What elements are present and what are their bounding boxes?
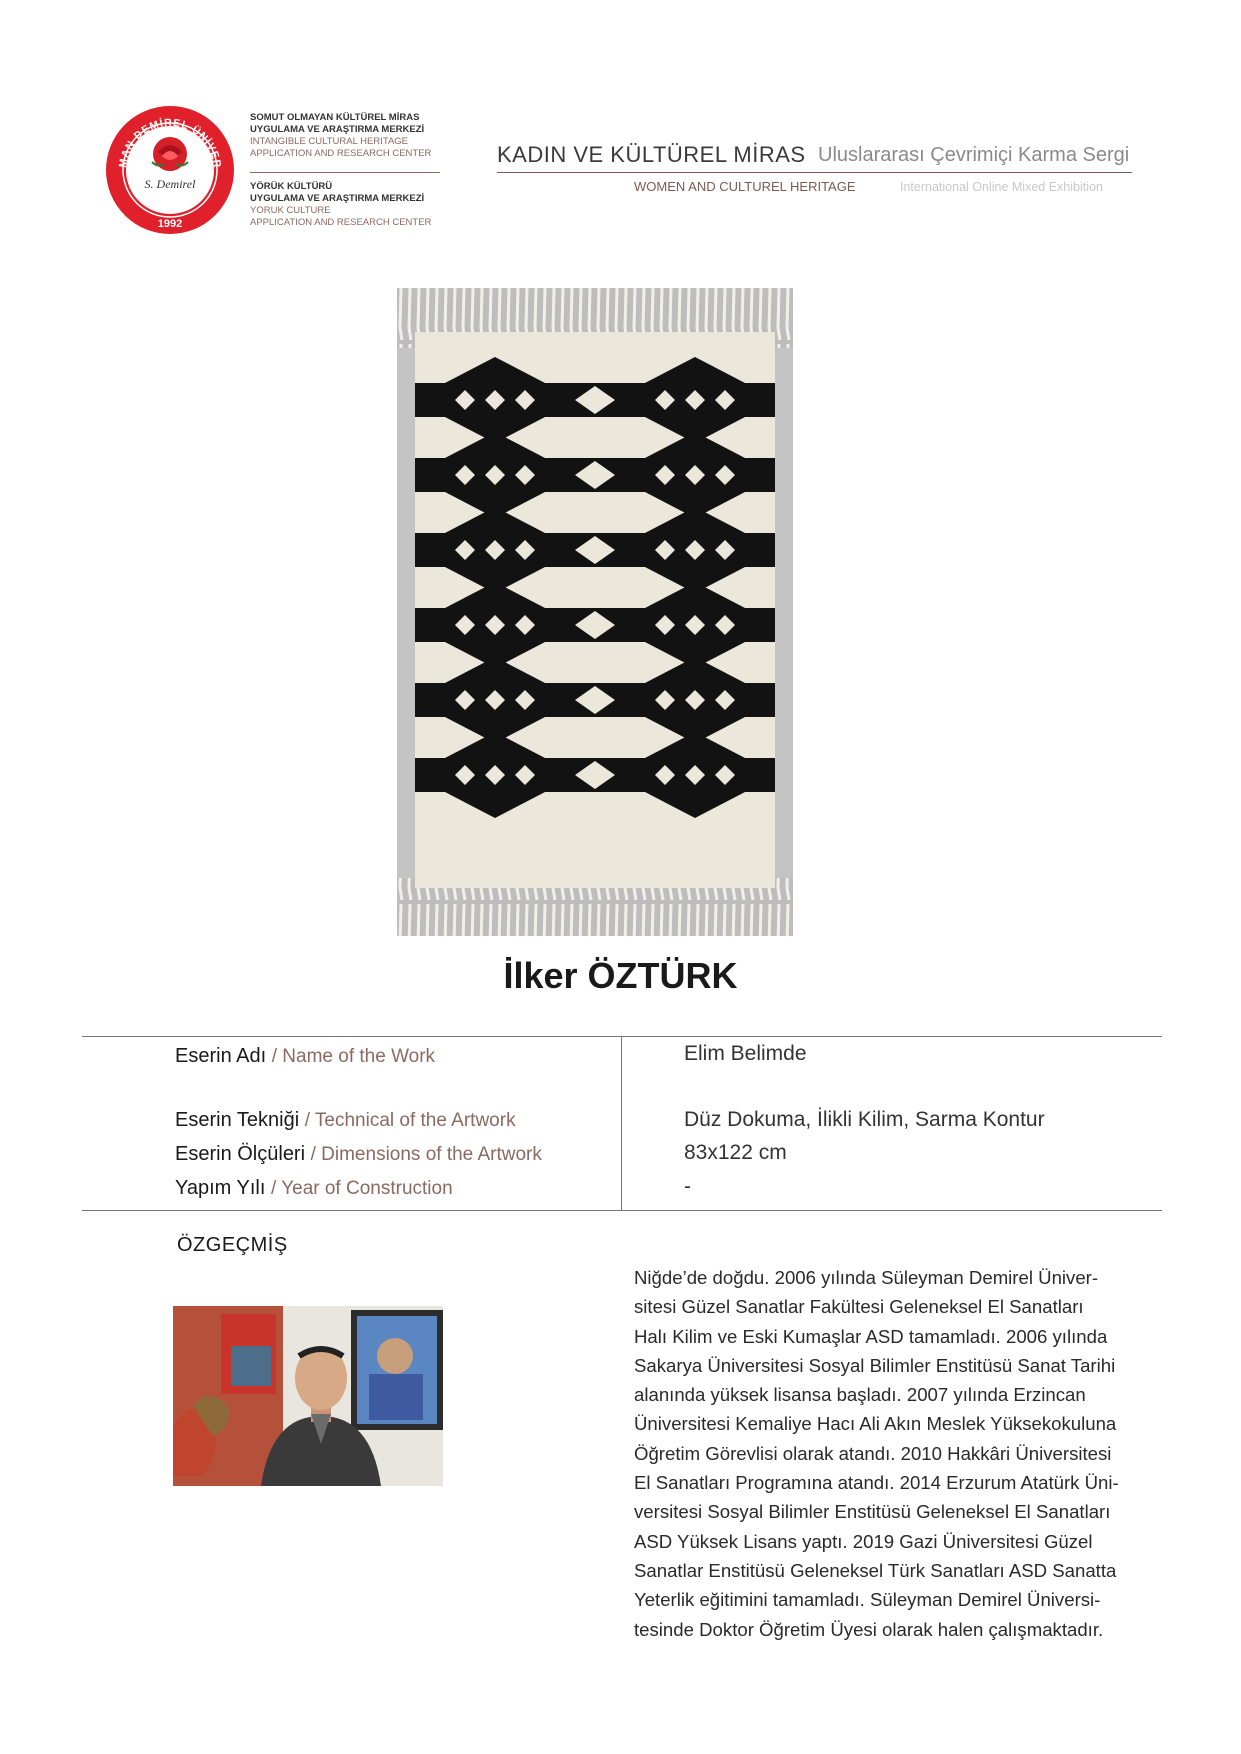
- center-2-tr-line2: UYGULAMA VE ARAŞTIRMA MERKEZİ: [250, 193, 425, 204]
- work-name-label: [175, 1045, 435, 1068]
- work-name-value: Elim Belimde: [684, 1042, 807, 1065]
- center-divider: [250, 172, 440, 173]
- year-label-en: / Year of Construction: [270, 1178, 453, 1199]
- bio-line: alanında yüksek lisansa başladı. 2007 yılında Erzincan: [634, 1384, 1086, 1406]
- year-label-tr: Yapım Yılı: [175, 1177, 266, 1199]
- year-label: [175, 1177, 453, 1200]
- artist-portrait: [173, 1306, 443, 1486]
- dimensions-label-en: / Dimensions of the Artwork: [310, 1144, 542, 1165]
- center-1-tr-line2: UYGULAMA VE ARAŞTIRMA MERKEZİ: [250, 124, 425, 135]
- university-logo: [104, 104, 236, 236]
- dimensions-label-tr: Eserin Ölçüleri: [175, 1143, 306, 1165]
- technique-label: [175, 1109, 516, 1132]
- exhibition-subtitle: Uluslararası Çevrimiçi Karma Sergi: [818, 144, 1130, 166]
- exhibition-title: KADIN VE KÜLTÜREL MİRAS: [497, 142, 806, 167]
- table-rule-vertical: [621, 1036, 622, 1211]
- exhibition-subtitle-en: International Online Mixed Exhibition: [900, 180, 1103, 194]
- exhibition-title-rule: [497, 172, 1132, 173]
- dimensions-label: [175, 1143, 542, 1166]
- work-name-label-tr: Eserin Adı: [175, 1045, 267, 1067]
- center-2-tr-line1: YÖRÜK KÜLTÜRÜ: [250, 181, 333, 192]
- center-1-en-line1: INTANGIBLE CULTURAL HERITAGE: [250, 136, 409, 147]
- center-2-en-line1: YORUK CULTURE: [250, 205, 331, 216]
- bio-line: Öğretim Görevlisi olarak atandı. 2010 Hakkâri Üniversitesi: [634, 1442, 1112, 1464]
- logo-year: 1992: [157, 218, 183, 230]
- bio-line: Sakarya Üniversitesi Sosyal Bilimler Enstitüsü Sanat Tarihi: [634, 1354, 1116, 1376]
- logo-ring-text: MAN DEMİREL ÜNİVER: [116, 116, 224, 170]
- center-1-en-line2: APPLICATION AND RESEARCH CENTER: [250, 148, 432, 159]
- bio-line: El Sanatları Programına atandı. 2014 Erzurum Atatürk Üni-: [634, 1472, 1119, 1494]
- research-center-1: [250, 112, 440, 160]
- table-rule-top: [82, 1036, 1162, 1037]
- bio-line: versitesi Sosyal Bilimler Enstitüsü Geleneksel El Sanatları: [634, 1501, 1111, 1523]
- dimensions-value: 83x122 cm: [684, 1141, 787, 1164]
- table-rule-bottom: [82, 1210, 1162, 1211]
- bio-line: Yeterlik eğitimini tamamladı. Süleyman Demirel Üniversi-: [634, 1589, 1101, 1611]
- research-center-2: [250, 181, 440, 229]
- work-name-label-en: / Name of the Work: [271, 1046, 436, 1067]
- logo-signature: S. Demirel: [144, 177, 196, 191]
- center-1-tr-line1: SOMUT OLMAYAN KÜLTÜREL MİRAS: [250, 112, 420, 123]
- artwork-kilim-image: [397, 288, 793, 936]
- technique-label-en: / Technical of the Artwork: [304, 1110, 516, 1131]
- bio-line: tesinde Doktor Öğretim Üyesi olarak halen çalışmaktadır.: [634, 1618, 1104, 1640]
- year-value: -: [684, 1175, 691, 1198]
- bio-line: Sanatlar Enstitüsü Geleneksel Türk Sanatları ASD Sanatta: [634, 1559, 1117, 1581]
- exhibition-title-en: WOMEN AND CULTUREL HERITAGE: [634, 179, 856, 194]
- bio-line: Halı Kilim ve Eski Kumaşlar ASD tamamladı. 2006 yılında: [634, 1325, 1108, 1347]
- artist-name: İlker ÖZTÜRK: [503, 955, 738, 996]
- biography-text: [634, 1263, 1164, 1644]
- bio-line: ASD Yüksek Lisans yaptı. 2019 Gazi Üniversitesi Güzel: [634, 1530, 1093, 1552]
- center-2-en-line2: APPLICATION AND RESEARCH CENTER: [250, 217, 432, 228]
- bio-line: Üniversitesi Kemaliye Hacı Ali Akın Meslek Yüksekokuluna: [634, 1413, 1117, 1435]
- bio-line: Niğde’de doğdu. 2006 yılında Süleyman Demirel Üniver-: [634, 1267, 1099, 1288]
- technique-label-tr: Eserin Tekniği: [175, 1109, 300, 1131]
- bio-line: sitesi Güzel Sanatlar Fakültesi Geleneksel El Sanatları: [634, 1296, 1084, 1318]
- biography-heading: ÖZGEÇMİŞ: [177, 1234, 288, 1256]
- technique-value: Düz Dokuma, İlikli Kilim, Sarma Kontur: [684, 1108, 1045, 1131]
